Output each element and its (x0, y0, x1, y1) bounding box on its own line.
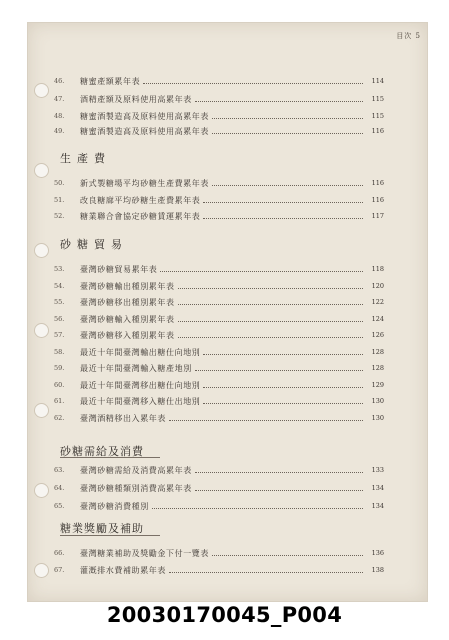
toc-row: 63. 臺灣砂糖需給及消費高累年表 133 (54, 465, 384, 475)
binding-hole (34, 483, 49, 498)
toc-row: 47. 酒精產額及原料使用高累年表 115 (54, 94, 384, 104)
page-header: 目次 5 (396, 32, 421, 40)
toc-row: 52. 糖業聯合會協定砂糖賃運累年表 117 (54, 211, 384, 221)
leader-dots (195, 365, 363, 371)
leader-dots (212, 128, 363, 134)
binding-hole (34, 163, 49, 178)
leader-dots (169, 567, 363, 573)
toc-row: 57. 臺灣砂糖移入種別累年表 126 (54, 330, 384, 340)
toc-row: 55. 臺灣砂糖移出種別累年表 122 (54, 297, 384, 307)
toc-row: 46. 糖蜜產額累年表 114 (54, 76, 384, 86)
leader-dots (212, 180, 363, 186)
leader-dots (203, 213, 363, 219)
toc-row: 62. 臺灣酒精移出入累年表 130 (54, 413, 384, 423)
toc-row: 60. 最近十年間臺灣移出糖仕向地別 129 (54, 380, 384, 390)
toc-row: 67. 灌漑排水費補助累年表 138 (54, 565, 384, 575)
section-title: 砂糖貿易 (60, 238, 128, 251)
toc-row: 49. 糖蜜酒製造高及原料使用高累年表 116 (54, 126, 384, 136)
leader-dots (143, 78, 363, 84)
leader-dots (195, 467, 363, 473)
leader-dots (203, 382, 363, 388)
toc-row: 48. 糖蜜酒製造高及原料使用高累年表 115 (54, 111, 384, 121)
archive-id-caption: 20030170045_P004 (106, 603, 343, 627)
binding-hole (34, 323, 49, 338)
toc-row: 59. 最近十年間臺灣輸入糖產地別 128 (54, 363, 384, 373)
toc-row: 65. 臺灣砂糖消費種別 134 (54, 501, 384, 511)
leader-dots (152, 503, 363, 509)
binding-hole (34, 403, 49, 418)
leader-dots (178, 316, 363, 322)
section-title: 砂糖需給及消費 (60, 445, 144, 458)
leader-dots (178, 332, 363, 338)
binding-hole (34, 243, 49, 258)
leader-dots (203, 398, 363, 404)
leader-dots (212, 550, 363, 556)
leader-dots (212, 113, 363, 119)
leader-dots (195, 485, 363, 491)
toc-row: 61. 最近十年間臺灣移入糖仕出地別 130 (54, 396, 384, 406)
toc-row: 53. 臺灣砂糖貿易累年表 118 (54, 264, 384, 274)
binding-hole (34, 563, 49, 578)
binding-holes (34, 23, 48, 601)
toc-row: 56. 臺灣砂糖輸入種別累年表 124 (54, 314, 384, 324)
toc-row: 51. 改良糖廍平均砂糖生產費累年表 116 (54, 195, 384, 205)
document-page (27, 22, 428, 602)
section-underline (60, 457, 160, 458)
toc-row: 50. 新式製糖場平均砂糖生產費累年表 116 (54, 178, 384, 188)
section-underline (60, 535, 160, 536)
leader-dots (203, 349, 363, 355)
binding-hole (34, 83, 49, 98)
leader-dots (169, 415, 363, 421)
section-title: 糖業獎勵及補助 (60, 522, 144, 535)
leader-dots (178, 283, 363, 289)
toc-row: 66. 臺灣糖業補助及獎勵金下付一覽表 136 (54, 548, 384, 558)
leader-dots (203, 197, 363, 203)
toc-row: 58. 最近十年間臺灣輸出糖仕向地別 128 (54, 347, 384, 357)
leader-dots (178, 299, 363, 305)
toc-row: 64. 臺灣砂糖種類別消費高累年表 134 (54, 483, 384, 493)
section-title: 生產費 (60, 152, 111, 165)
leader-dots (160, 266, 363, 272)
leader-dots (195, 96, 363, 102)
toc-row: 54. 臺灣砂糖輸出種別累年表 120 (54, 281, 384, 291)
